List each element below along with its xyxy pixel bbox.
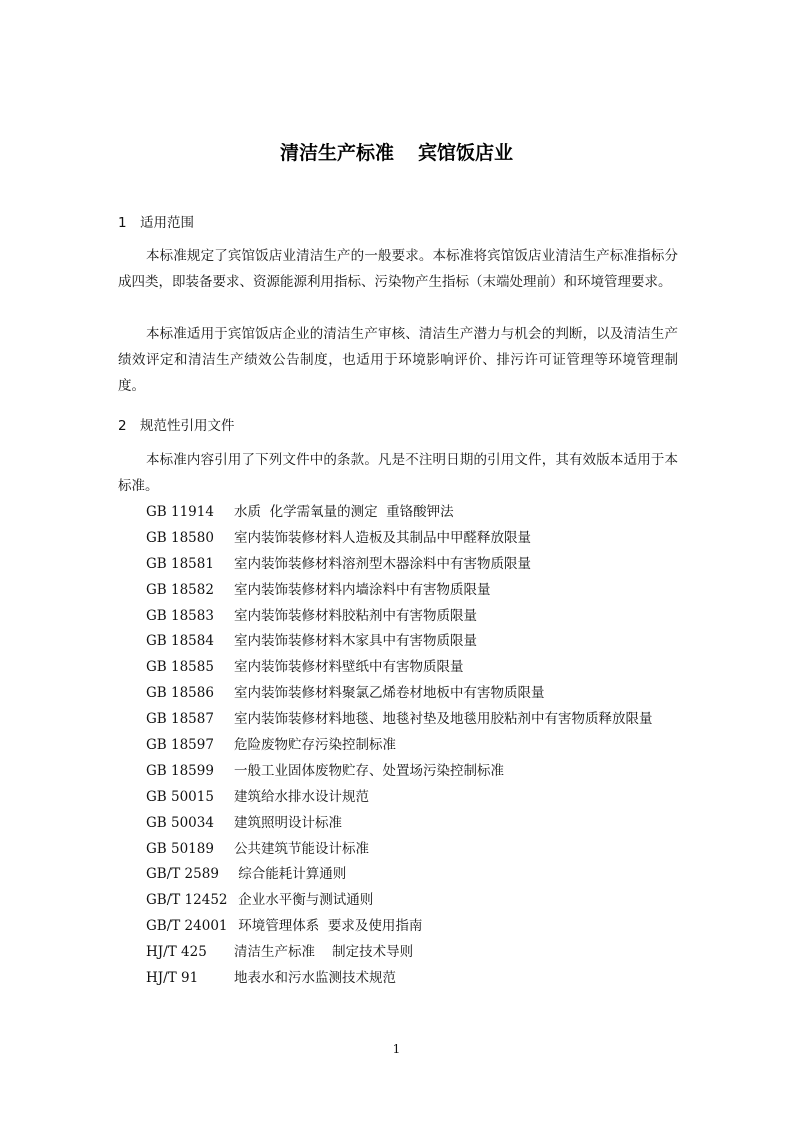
reference-title: 室内装饰装修材料内墙涂料中有害物质限量 (234, 581, 491, 598)
section-1-heading (118, 211, 194, 231)
reference-code: GB 50015 (146, 788, 214, 805)
reference-item (146, 759, 653, 785)
title-part-1: 清洁生产标准 (279, 142, 394, 164)
reference-item (146, 681, 653, 707)
reference-item (146, 707, 653, 733)
reference-item (146, 811, 653, 837)
reference-title: 建筑给水排水设计规范 (234, 788, 369, 805)
reference-title: 公共建筑节能设计标准 (234, 840, 369, 857)
reference-code: GB/T 2589 (146, 866, 219, 883)
reference-code: GB 50189 (146, 840, 214, 857)
page-title (0, 138, 793, 165)
reference-code: GB/T 12452 (146, 892, 228, 909)
section-1-paragraph-2: 本标准适用于宾馆饭店企业的清洁生产审核、清洁生产潜力与机会的判断，以及清洁生产绩效评定和清洁生产绩效公告制度，也适用于环境影响评价、排污许可证管理等环境管理制度。 (118, 326, 678, 394)
reference-title: 危险废物贮存污染控制标准 (234, 737, 396, 754)
reference-item (146, 629, 653, 655)
reference-item (146, 914, 653, 940)
reference-title: 企业水平衡与测试通则 (234, 892, 374, 909)
reference-title: 室内装饰装修材料壁纸中有害物质限量 (234, 659, 464, 676)
section-title: 适用范围 (140, 215, 194, 231)
reference-title: 水质 化学需氧量的测定 重铬酸钾法 (234, 504, 454, 520)
reference-code: GB 18580 (146, 529, 214, 546)
reference-code: GB 18583 (146, 607, 214, 624)
reference-title: 室内装饰装修材料木家具中有害物质限量 (234, 633, 477, 650)
reference-title: 一般工业固体废物贮存、处置场污染控制标准 (234, 762, 504, 779)
reference-code: GB 18581 (146, 555, 214, 572)
reference-code: GB 18586 (146, 685, 214, 702)
reference-item (146, 837, 653, 863)
reference-item (146, 578, 653, 604)
reference-title: 室内装饰装修材料溶剂型木器涂料中有害物质限量 (234, 555, 531, 572)
reference-code: GB 18585 (146, 659, 214, 676)
section-1-paragraph-1: 本标准规定了宾馆饭店业清洁生产的一般要求。本标准将宾馆饭店业清洁生产标准指标分成四类，即装备要求、资源能源利用指标、污染物产生指标（末端处理前）和环境管理要求。 (118, 248, 678, 290)
reference-code: GB 50034 (146, 814, 214, 831)
reference-title: 室内装饰装修材料人造板及其制品中甲醛释放限量 (234, 529, 531, 546)
reference-item (146, 940, 653, 966)
section-2-heading (118, 414, 235, 434)
reference-title: 室内装饰装修材料聚氯乙烯卷材地板中有害物质限量 (234, 685, 545, 702)
reference-item (146, 604, 653, 630)
reference-title: 地表水和污水监测技术规范 (234, 970, 396, 987)
reference-code: HJ/T 425 (146, 944, 207, 961)
reference-item (146, 655, 653, 681)
reference-title: 清洁生产标准 制定技术导则 (234, 944, 414, 961)
reference-item (146, 500, 653, 526)
reference-item (146, 526, 653, 552)
reference-title: 综合能耗计算通则 (234, 866, 347, 883)
page-number: 1 (392, 1042, 401, 1056)
reference-title: 室内装饰装修材料地毯、地毯衬垫及地毯用胶粘剂中有害物质释放限量 (234, 711, 653, 728)
reference-item (146, 733, 653, 759)
reference-list (146, 500, 653, 992)
reference-code: GB 18587 (146, 711, 214, 728)
section-number: 1 (118, 215, 127, 231)
reference-title: 建筑照明设计标准 (234, 814, 342, 831)
reference-title: 环境管理体系 要求及使用指南 (234, 918, 423, 935)
reference-item (146, 862, 653, 888)
reference-item (146, 888, 653, 914)
section-title: 规范性引用文件 (140, 418, 235, 434)
reference-title: 室内装饰装修材料胶粘剂中有害物质限量 (234, 607, 477, 624)
reference-code: HJ/T 91 (146, 970, 199, 987)
title-part-2: 宾馆饭店业 (418, 142, 514, 164)
section-2-paragraph-1: 本标准内容引用了下列文件中的条款。凡是不注明日期的引用文件，其有效版本适用于本标准。 (118, 452, 678, 494)
reference-item (146, 552, 653, 578)
reference-code: GB 18582 (146, 581, 214, 598)
reference-code: GB 18597 (146, 737, 214, 754)
reference-code: GB 18584 (146, 633, 214, 650)
reference-code: GB 18599 (146, 762, 214, 779)
reference-item (146, 966, 653, 992)
section-number: 2 (118, 418, 127, 434)
reference-item (146, 785, 653, 811)
reference-code: GB 11914 (146, 504, 214, 520)
reference-code: GB/T 24001 (146, 918, 228, 935)
